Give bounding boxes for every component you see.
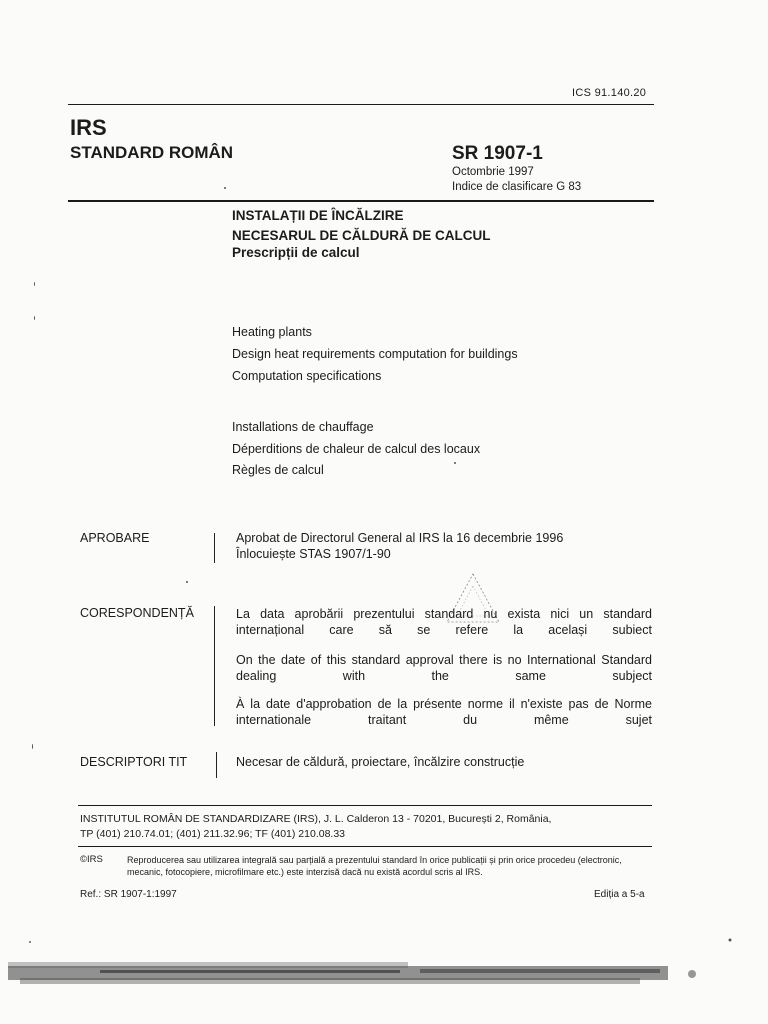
title-ro-line1: INSTALAȚII DE ÎNCĂLZIRE (232, 208, 404, 223)
approval-separator (214, 533, 215, 563)
descriptors-value: Necesar de căldură, proiectare, încălzire construcție (236, 755, 525, 769)
header-top-rule (68, 104, 654, 105)
correspondence-separator (214, 606, 215, 726)
publication-date: Octombrie 1997 (452, 166, 534, 178)
institute-address: INSTITUTUL ROMÂN DE STANDARDIZARE (IRS), J. L. Calderon 13 - 70201, București 2, România, (80, 813, 552, 825)
title-fr-line2: Déperditions de chaleur de calcul des locaux (232, 442, 481, 456)
title-ro-line2: NECESARUL DE CĂLDURĂ DE CALCUL (232, 228, 491, 243)
scan-speck (34, 316, 35, 320)
descriptors-label: DESCRIPTORI TIT (80, 755, 188, 769)
title-fr-line1: Installations de chauffage (232, 420, 374, 434)
scan-speck (454, 462, 456, 464)
correspondence-en-text: On the date of this standard approval there is no International Standard dealing with the same subject (236, 653, 652, 683)
reference-number: Ref.: SR 1907-1:1997 (80, 889, 177, 900)
approval-text: Aprobat de Directorul General al IRS la 16 decembrie 1996 (236, 531, 564, 545)
correspondence-label: CORESPONDENȚĂ (80, 606, 194, 620)
org-short-name: IRS (70, 115, 107, 140)
edition-number: Ediția a 5-a (594, 889, 645, 900)
descriptors-separator (216, 752, 217, 778)
ics-code: ICS 91.140.20 (572, 87, 647, 99)
footer-mid-rule (78, 846, 652, 847)
footer-top-rule (78, 805, 652, 806)
correspondence-fr-text: À la date d'approbation de la présente norme il n'existe pas de Norme internationale traitant du même sujet (236, 697, 652, 727)
title-en-line1: Heating plants (232, 325, 312, 339)
scan-speck (186, 581, 188, 583)
scan-noise-strip (0, 936, 768, 1024)
scan-speck (34, 282, 35, 286)
title-en-line2: Design heat requirements computation for buildings (232, 347, 518, 361)
copyright-mark: ©IRS (80, 854, 103, 865)
scan-speck (224, 187, 226, 189)
title-ro-line3: Prescripții de calcul (232, 245, 360, 260)
institute-phones: TP (401) 210.74.01; (401) 211.32.96; TF (401) 210.08.33 (80, 828, 346, 840)
org-title: STANDARD ROMÂN (70, 143, 234, 162)
header-bottom-rule (68, 200, 654, 202)
replaces-text: Înlocuiește STAS 1907/1-90 (236, 547, 391, 561)
correspondence-ro-text: La data aprobării prezentului standard nu exista nici un standard internațional care să se refere la același subiect (236, 607, 652, 637)
classification-index: Indice de clasificare G 83 (452, 181, 582, 193)
standard-number: SR 1907-1 (452, 143, 543, 164)
title-fr-line3: Règles de calcul (232, 463, 324, 477)
scan-speck (32, 744, 33, 749)
title-en-line3: Computation specifications (232, 369, 382, 383)
copyright-notice: Reproducerea sau utilizarea integrală sau parțială a prezentului standard în orice publicații și prin orice procedeu (electronic, mecanic, fotocopiere, microfilmare etc.) este interzisă dacă nu există acordul scris al IRS. (127, 855, 622, 877)
approval-label: APROBARE (80, 531, 150, 545)
